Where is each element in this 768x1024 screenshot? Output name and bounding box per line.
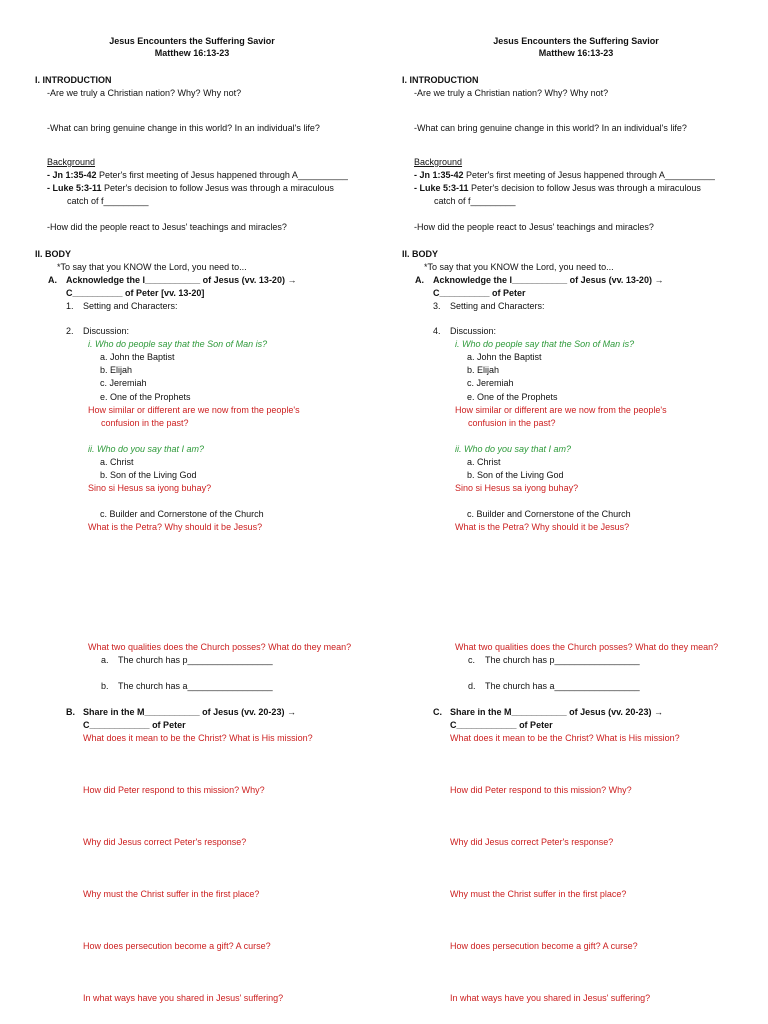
worksheet-subtitle: Matthew 16:13-23: [154, 48, 230, 58]
quality-label: a.: [101, 655, 109, 665]
section-b-label: B.: [66, 707, 75, 717]
worksheet-title: Jesus Encounters the Suffering Savior: [109, 36, 275, 46]
question-peter-respond: How did Peter respond to this mission? Why?: [83, 785, 265, 795]
answer-item: e. One of the Prophets: [100, 392, 191, 402]
question-nation: -Are we truly a Christian nation? Why? Why not?: [47, 88, 242, 98]
discussion-label: Discussion:: [450, 326, 497, 336]
background-item-2-continued: catch of f_________: [67, 196, 149, 206]
answer-item: a. Christ: [100, 457, 134, 467]
question-who-am-i: ii. Who do you say that I am?: [455, 444, 572, 454]
section-a-heading: Acknowledge the I___________ of Jesus (vv. 13-20) →: [433, 275, 664, 285]
answer-item: b. Elijah: [100, 365, 133, 375]
question-sino-si-hesus: Sino si Hesus sa iyong buhay?: [88, 483, 212, 493]
intro-heading: I. INTRODUCTION: [35, 75, 112, 85]
section-b-heading: Share in the M___________ of Jesus (vv. 20-23) →: [450, 707, 663, 717]
answer-item: c. Builder and Cornerstone of the Church: [100, 509, 264, 519]
scripture-ref: - Luke 5:3-11: [47, 183, 102, 193]
section-a-heading: Acknowledge the I___________ of Jesus (vv. 13-20) →: [66, 275, 297, 285]
answer-item: c. Jeremiah: [100, 378, 147, 388]
answer-item: c. Jeremiah: [467, 378, 514, 388]
question-church-qualities: What two qualities does the Church posses? What do they mean?: [455, 642, 719, 652]
question-shared-suffering: In what ways have you shared in Jesus' suffering?: [83, 993, 284, 1003]
quality-label: b.: [101, 681, 109, 691]
quality-blank-p: The church has p_________________: [485, 655, 640, 665]
body-heading: II. BODY: [35, 249, 72, 259]
question-change: -What can bring genuine change in this world? In an individual's life?: [414, 123, 687, 133]
background-item-2: [47, 183, 334, 194]
know-the-lord-line: *To say that you KNOW the Lord, you need to...: [424, 262, 614, 272]
question-react: -How did the people react to Jesus' teachings and miracles?: [47, 222, 287, 232]
question-jesus-correct: Why did Jesus correct Peter's response?: [83, 837, 247, 847]
answer-item: c. Builder and Cornerstone of the Church: [467, 509, 631, 519]
question-nation: -Are we truly a Christian nation? Why? Why not?: [414, 88, 609, 98]
background-heading: Background: [47, 157, 96, 167]
question-sino-si-hesus: Sino si Hesus sa iyong buhay?: [455, 483, 579, 493]
worksheet-subtitle: Matthew 16:13-23: [538, 48, 614, 58]
question-similar: How similar or different are we now from the people's: [88, 405, 300, 415]
answer-item: a. Christ: [467, 457, 501, 467]
section-b-label: C.: [433, 707, 442, 717]
background-item-1: [47, 170, 348, 181]
setting-and-characters: Setting and Characters:: [450, 301, 545, 311]
question-shared-suffering: In what ways have you shared in Jesus' suffering?: [450, 993, 651, 1003]
question-son-of-man: i. Who do people say that the Son of Man is?: [455, 339, 635, 349]
quality-blank-a: The church has a_________________: [485, 681, 640, 691]
answer-item: e. One of the Prophets: [467, 392, 558, 402]
background-item-2-continued: catch of f_________: [434, 196, 516, 206]
section-a-label: A.: [415, 275, 424, 285]
worksheet-title: Jesus Encounters the Suffering Savior: [493, 36, 659, 46]
question-persecution: How does persecution become a gift? A curse?: [83, 941, 271, 951]
question-church-qualities: What two qualities does the Church posses? What do they mean?: [88, 642, 352, 652]
question-christ-suffer: Why must the Christ suffer in the first place?: [450, 889, 627, 899]
answer-item: b. Elijah: [467, 365, 500, 375]
question-jesus-correct: Why did Jesus correct Peter's response?: [450, 837, 614, 847]
background-heading: Background: [414, 157, 463, 167]
quality-blank-a: The church has a_________________: [118, 681, 273, 691]
question-similar: How similar or different are we now from the people's: [455, 405, 667, 415]
quality-label: d.: [468, 681, 476, 691]
scripture-ref: - Jn 1:35-42: [47, 170, 97, 180]
discussion-number: 4.: [433, 326, 441, 336]
background-item-1: [414, 170, 715, 181]
quality-label: c.: [468, 655, 476, 665]
question-react: -How did the people react to Jesus' teachings and miracles?: [414, 222, 654, 232]
question-petra: What is the Petra? Why should it be Jesus?: [88, 522, 263, 532]
discussion-number: 2.: [66, 326, 74, 336]
know-the-lord-line: *To say that you KNOW the Lord, you need to...: [57, 262, 247, 272]
section-b-heading: Share in the M___________ of Jesus (vv. 20-23) →: [83, 707, 296, 717]
question-petra: What is the Petra? Why should it be Jesus?: [455, 522, 630, 532]
scripture-ref: - Jn 1:35-42: [414, 170, 464, 180]
background-text: Peter's decision to follow Jesus was through a miraculous: [468, 183, 701, 193]
question-similar-continued: confusion in the past?: [468, 418, 556, 428]
intro-heading: I. INTRODUCTION: [402, 75, 479, 85]
question-similar-continued: confusion in the past?: [101, 418, 189, 428]
question-who-am-i: ii. Who do you say that I am?: [88, 444, 205, 454]
section-a-subheading: C__________ of Peter [vv. 13-20]: [66, 288, 205, 298]
setting-and-characters: Setting and Characters:: [83, 301, 178, 311]
question-persecution: How does persecution become a gift? A curse?: [450, 941, 638, 951]
background-item-2: [414, 183, 701, 194]
question-son-of-man: i. Who do people say that the Son of Man is?: [88, 339, 268, 349]
answer-item: b. Son of the Living God: [467, 470, 564, 480]
answer-item: a. John the Baptist: [467, 352, 542, 362]
background-text: Peter's first meeting of Jesus happened through A__________: [463, 170, 715, 180]
worksheet-column-right: [384, 0, 768, 1024]
question-christ-suffer: Why must the Christ suffer in the first place?: [83, 889, 260, 899]
discussion-label: Discussion:: [83, 326, 130, 336]
question-be-the-christ: What does it mean to be the Christ? What is His mission?: [450, 733, 680, 743]
answer-item: a. John the Baptist: [100, 352, 175, 362]
section-a-subheading: C__________ of Peter: [433, 288, 526, 298]
background-text: Peter's decision to follow Jesus was through a miraculous: [101, 183, 334, 193]
setting-number: 3.: [433, 301, 441, 311]
section-b-subheading: C____________ of Peter: [83, 720, 186, 730]
body-heading: II. BODY: [402, 249, 439, 259]
setting-number: 1.: [66, 301, 74, 311]
quality-blank-p: The church has p_________________: [118, 655, 273, 665]
scripture-ref: - Luke 5:3-11: [414, 183, 469, 193]
answer-item: b. Son of the Living God: [100, 470, 197, 480]
question-be-the-christ: What does it mean to be the Christ? What is His mission?: [83, 733, 313, 743]
background-text: Peter's first meeting of Jesus happened through A__________: [96, 170, 348, 180]
section-a-label: A.: [48, 275, 57, 285]
question-change: -What can bring genuine change in this world? In an individual's life?: [47, 123, 320, 133]
question-peter-respond: How did Peter respond to this mission? Why?: [450, 785, 632, 795]
section-b-subheading: C____________ of Peter: [450, 720, 553, 730]
